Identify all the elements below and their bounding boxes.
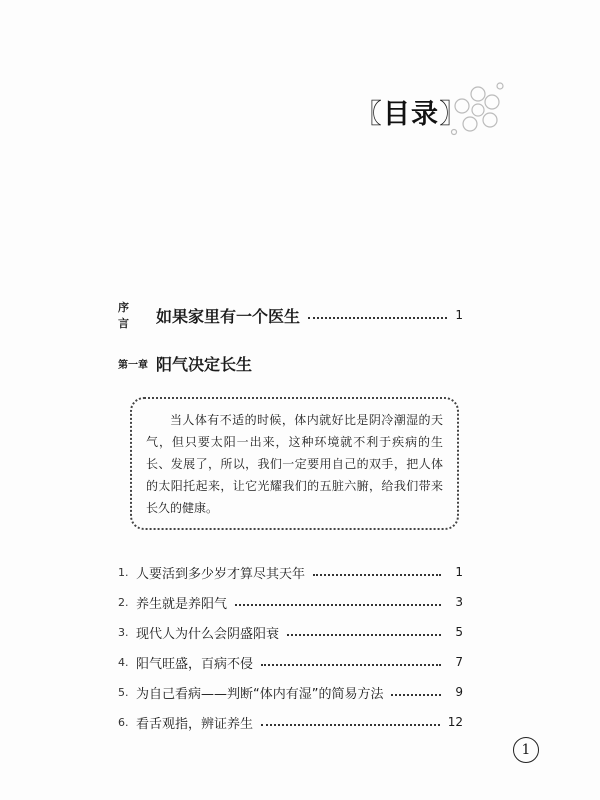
- page-title: [355, 92, 467, 131]
- toc-entry[interactable]: [118, 677, 463, 707]
- page-number: 1: [513, 737, 539, 763]
- entry-number: 6.: [118, 715, 129, 729]
- toc-entry-list: [118, 557, 463, 737]
- chapter-intro-box: [130, 397, 459, 530]
- entry-page: 1: [455, 565, 463, 579]
- preface-title: 如果家里有一个医生: [156, 306, 301, 326]
- title-bracket-close: 〗: [439, 99, 467, 130]
- preface-page: 1: [455, 308, 463, 322]
- dot-leader: [313, 574, 441, 576]
- entry-page: 5: [455, 625, 463, 639]
- entry-page: 12: [447, 715, 463, 729]
- dot-leader: [261, 664, 441, 666]
- chapter-label: 第一章: [118, 360, 148, 371]
- toc-entry[interactable]: [118, 707, 463, 737]
- entry-title: 为自己看病——判断“体内有湿”的简易方法: [136, 686, 384, 702]
- toc-preface-entry[interactable]: [118, 300, 463, 330]
- entry-title: 养生就是养阳气: [136, 596, 228, 612]
- dot-leader: [261, 724, 440, 726]
- dot-leader: [391, 694, 441, 696]
- entry-page: 7: [455, 655, 463, 669]
- toc-entry[interactable]: [118, 557, 463, 587]
- entry-title: 人要活到多少岁才算尽其天年: [136, 566, 306, 582]
- entry-number: 1.: [118, 565, 129, 579]
- entry-number: 3.: [118, 625, 129, 639]
- dot-leader: [287, 634, 441, 636]
- entry-page: 3: [455, 595, 463, 609]
- chapter-title: 阳气决定长生: [156, 355, 253, 374]
- entry-title: 看舌观指，辨证养生: [136, 716, 254, 732]
- entry-title: 现代人为什么会阴盛阳衰: [136, 626, 280, 642]
- toc-entry[interactable]: [118, 647, 463, 677]
- chapter-heading[interactable]: [118, 352, 252, 375]
- dot-leader: [308, 317, 447, 319]
- chapter-intro-text: 当人体有不适的时候，体内就好比是阴冷潮湿的天气，但只要太阳一出来，这种环境就不利于疾病的生长、发展了，所以，我们一定要用自己的双手，把人体的太阳托起来，让它光耀我们的五脏六腑，给我们带来长久的健康。: [146, 413, 443, 515]
- title-text: 目录: [383, 99, 439, 130]
- entry-number: 2.: [118, 595, 129, 609]
- toc-entry[interactable]: [118, 587, 463, 617]
- entry-title: 阳气旺盛，百病不侵: [136, 656, 254, 672]
- toc-entry[interactable]: [118, 617, 463, 647]
- title-bracket-open: 〖: [355, 99, 383, 130]
- entry-number: 4.: [118, 655, 129, 669]
- entry-page: 9: [455, 685, 463, 699]
- preface-label: 序 言: [118, 301, 133, 330]
- dot-leader: [235, 604, 441, 606]
- entry-number: 5.: [118, 685, 129, 699]
